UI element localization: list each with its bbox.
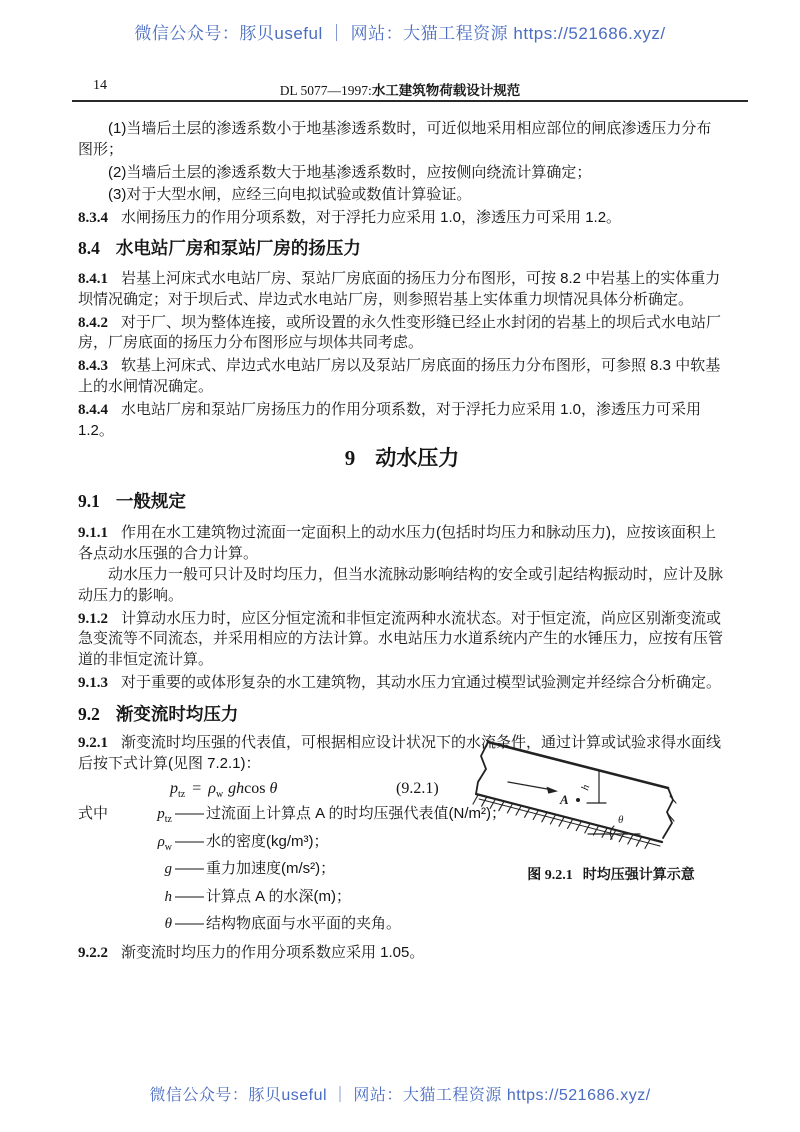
point-a-label: A [560, 792, 569, 807]
clause-number: 8.4.2 [78, 314, 108, 331]
clause-9-1-1-continued: 动水压力一般可只计及时均压力，但当水流脉动影响结构的安全或引起结构振动时，应计及脉动压力的影响。 [78, 565, 724, 604]
section-title: 一般规定 [115, 491, 186, 512]
clause-number: 9.2.1 [78, 734, 108, 751]
list-item-1: (1)当墙后土层的渗透系数小于地基渗透系数时，可近似地采用相应部位的闸底渗透压力分布图形； [78, 120, 712, 158]
clause-number: 9.1.1 [78, 525, 108, 542]
clause-text: 对于重要的或体形复杂的水工建筑物，其动水压力宜通过模型试验测定并经综合分析确定。 [121, 673, 722, 691]
symbol-base: g [164, 861, 172, 878]
point-a-dot [576, 798, 580, 802]
symbol-base: h [164, 888, 172, 905]
clause-8-4-4 [78, 400, 726, 442]
figure-caption [472, 864, 750, 884]
page-number: 14 [93, 78, 107, 93]
equals-sign: = [192, 780, 202, 798]
symbol-base: p [157, 806, 165, 823]
section-title: 渐变流时均压力 [115, 703, 239, 724]
clause-number: 8.4.1 [78, 270, 108, 287]
figure-caption-number: 图 9.2.1 [527, 868, 573, 883]
figure-caption-title: 时均压强计算示意 [582, 866, 695, 882]
symbol-sub: w [164, 841, 172, 853]
header-rule [72, 100, 748, 102]
symbol-p-subscript: tz [178, 789, 186, 801]
definition-row [78, 913, 726, 941]
clause-text: 岩基上河床式水电站厂房、泵站厂房底面的扬压力分布图形，可按 8.2 中岩基上的实体重力坝情况确定；对于坝后式、岸边式水电站厂房，则参照岩基上实体重力坝情况具体分析确定。 [78, 269, 721, 308]
symbol [130, 887, 172, 914]
clause-text: 水电站厂房和泵站厂房扬压力的作用分项系数，对于浮托力应采用 1.0，渗透压力可采用 1.2。 [78, 400, 702, 439]
section-heading-9-2 [78, 701, 726, 727]
clause-9-1-3 [78, 673, 726, 694]
chapter-title: 动水压力 [375, 447, 460, 471]
cos-operator: cos [244, 780, 266, 798]
symbol-p: p [170, 780, 178, 798]
clause-number: 8.4.4 [78, 401, 108, 418]
clause-8-3-4 [78, 208, 726, 229]
clause-text: 渐变流时均压强的代表值，可根据相应设计状况下的水流条件，通过计算或试验求得水面线后按下式计算(见图 7.2.1)： [78, 733, 722, 772]
running-header [0, 79, 800, 99]
section-heading-9-1 [78, 488, 726, 514]
symbol-rho: ρ [208, 780, 216, 798]
clause-text: 计算动水压力时，应区分恒定流和非恒定流两种水流状态。对于恒定流，尚应区别渐变流或急变流等不同流态，并采用相应的方法计算。水电站压力水道系统内产生的水锤压力，应按有压管道的非恒定流计算。 [78, 609, 724, 669]
symbol-base: θ [164, 916, 172, 933]
list-item-2: (2)当墙后土层的渗透系数大于地基渗透系数时，应按侧向绕流计算确定； [108, 163, 592, 181]
symbol-base: ρ [157, 833, 165, 850]
doc-code: DL 5077—1997: [279, 83, 372, 98]
definition-dash: —— [175, 887, 203, 905]
definition-dash: —— [175, 832, 203, 850]
symbol-gh: gh [228, 780, 245, 798]
symbol [130, 832, 172, 859]
symbol [130, 804, 172, 831]
clause-text: 软基上河床式、岸边式水电站厂房以及泵站厂房底面的扬压力分布图形，可参照 8.3 中软基上的水闸情况确定。 [78, 357, 721, 395]
clause-9-1-2 [78, 609, 726, 671]
clause-text: 渐变流时均压力的作用分项系数应采用 1.05。 [121, 943, 425, 961]
list-item-3: (3)对于大型水闸，应经三向电拟试验或数值计算验证。 [108, 186, 472, 204]
symbol-rho-subscript: w [215, 789, 224, 801]
section-title: 水电站厂房和泵站厂房的扬压力 [115, 237, 361, 258]
where-label: 式中 [78, 805, 109, 823]
symbol-sub: tz [164, 814, 172, 826]
chapter-heading-9 [78, 443, 726, 474]
section-number: 8.4 [78, 237, 100, 258]
symbol [130, 859, 172, 886]
water-surface-line [488, 742, 668, 788]
chapter-number: 9 [344, 446, 356, 471]
clause-8-4-3 [78, 356, 726, 398]
watermark-bottom: 微信公众号：豚贝useful ｜ 网站：大猫工程资源 https://521686.xyz/ [149, 1087, 651, 1104]
definition-dash: —— [175, 805, 203, 823]
doc-title: 水工建筑物荷载设计规范 [371, 83, 521, 98]
section-number: 9.1 [78, 491, 100, 512]
clause-text: 作用在水工建筑物过流面一定面积上的动水压力(包括时均压力和脉动压力)，应按该面积上各点动水压强的合力计算。 [78, 524, 716, 563]
figure-9-2-1 [472, 726, 750, 862]
clause-number: 8.3.4 [78, 210, 108, 227]
clause-text: 对于厂、坝为整体连接，或所设置的永久性变形缝已经止水封闭的岩基上的坝后式水电站厂房，厂房底面的扬压力分布图形应与坝体共同考虑。 [78, 313, 722, 352]
clause-number: 9.1.2 [78, 610, 108, 627]
clause-text: 水闸扬压力的作用分项系数，对于浮托力应采用 1.0，渗透压力可采用 1.2。 [121, 209, 622, 227]
definition-text: 结构物底面与水平面的夹角。 [206, 915, 402, 933]
symbol-theta: θ [269, 780, 278, 798]
definition-dash: —— [175, 860, 203, 878]
bed-underline [479, 799, 660, 846]
clause-number: 9.1.3 [78, 674, 108, 691]
clause-number: 8.4.3 [78, 358, 108, 375]
right-break-line [663, 788, 673, 838]
left-break-line [476, 742, 488, 794]
definition-text: 计算点 A 的水深(m)； [206, 887, 351, 905]
clause-8-4-2 [78, 313, 726, 355]
section-heading-8-4 [78, 235, 726, 261]
definition-row [78, 886, 726, 914]
flow-arrow-line [508, 782, 550, 790]
definition-dash: —— [175, 915, 203, 933]
clause-8-4-1 [78, 269, 726, 311]
definition-text: 重力加速度(m/s²)； [206, 860, 336, 878]
angle-label: θ [618, 814, 624, 826]
definition-text: 水的密度(kg/m³)； [206, 832, 329, 850]
depth-label: h [579, 783, 593, 792]
flow-arrow-head [547, 787, 559, 794]
watermark-top: 微信公众号：豚贝useful ｜ 网站：大猫工程资源 https://521686.xyz/ [134, 24, 666, 43]
clause-9-2-2 [78, 943, 726, 964]
clause-number: 9.2.2 [78, 944, 108, 961]
definition-text: 过流面上计算点 A 的时均压强代表值(N/m²)； [206, 805, 506, 823]
section-number: 9.2 [78, 703, 100, 724]
symbol [130, 914, 172, 941]
channel-flow-diagram [472, 726, 750, 862]
equation-number: (9.2.1) [396, 780, 439, 798]
clause-9-1-1 [78, 523, 726, 565]
